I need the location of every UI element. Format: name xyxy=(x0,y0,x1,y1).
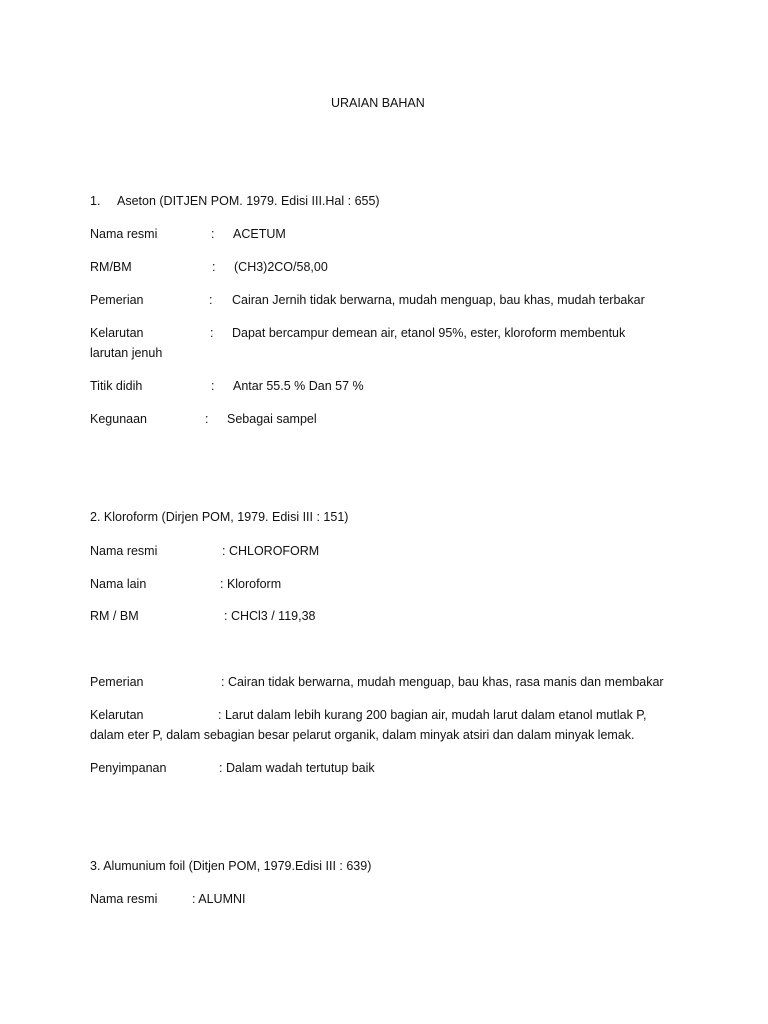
section-1-number: 1. xyxy=(90,194,101,208)
s1-nama-resmi-label: Nama resmi xyxy=(90,227,158,241)
s1-pemerian-value: Cairan Jernih tidak berwarna, mudah menguap, bau khas, mudah terbakar xyxy=(232,293,645,307)
s1-pemerian-label: Pemerian xyxy=(90,293,144,307)
page-title: URAIAN BAHAN xyxy=(331,96,425,110)
s2-nama-lain-label: Nama lain xyxy=(90,577,147,591)
s2-kelarutan-value: : Larut dalam lebih kurang 200 bagian air, mudah larut dalam etanol mutlak P, xyxy=(218,708,647,722)
section-2-heading: 2. Kloroform (Dirjen POM, 1979. Edisi III : 151) xyxy=(90,510,349,524)
s2-rmbm-value: : CHCl3 / 119,38 xyxy=(224,609,316,623)
s2-kelarutan-continuation: dalam eter P, dalam sebagian besar pelarut organik, dalam minyak atsiri dan dalam minyak lemak. xyxy=(90,728,635,742)
s2-nama-lain-value: : Kloroform xyxy=(220,577,282,591)
section-3-heading: 3. Alumunium foil (Ditjen POM, 1979.Edisi III : 639) xyxy=(90,859,372,873)
s1-kegunaan-colon: : xyxy=(205,412,209,426)
s1-nama-resmi-colon: : xyxy=(211,227,215,241)
s1-rmbm-value: (CH3)2CO/58,00 xyxy=(234,260,328,274)
s2-kelarutan-label: Kelarutan xyxy=(90,708,144,722)
s1-pemerian-colon: : xyxy=(209,293,213,307)
s2-penyimpanan-value: : Dalam wadah tertutup baik xyxy=(219,761,375,775)
s3-nama-resmi-label: Nama resmi xyxy=(90,892,158,906)
s1-titik-didih-value: Antar 55.5 % Dan 57 % xyxy=(233,379,364,393)
s2-nama-resmi-value: : CHLOROFORM xyxy=(222,544,320,558)
s1-rmbm-label: RM/BM xyxy=(90,260,132,274)
s1-kelarutan-colon: : xyxy=(210,326,214,340)
s1-rmbm-colon: : xyxy=(212,260,216,274)
s1-titik-didih-colon: : xyxy=(211,379,215,393)
s2-nama-resmi-label: Nama resmi xyxy=(90,544,158,558)
s1-kelarutan-continuation: larutan jenuh xyxy=(90,346,163,360)
s1-nama-resmi-value: ACETUM xyxy=(233,227,286,241)
s1-kegunaan-value: Sebagai sampel xyxy=(227,412,317,426)
s2-pemerian-value: : Cairan tidak berwarna, mudah menguap, bau khas, rasa manis dan membakar xyxy=(221,675,664,689)
s1-kegunaan-label: Kegunaan xyxy=(90,412,148,426)
s1-kelarutan-value: Dapat bercampur demean air, etanol 95%, ester, kloroform membentuk xyxy=(232,326,626,340)
s2-penyimpanan-label: Penyimpanan xyxy=(90,761,167,775)
s1-titik-didih-label: Titik didih xyxy=(90,379,143,393)
s2-rmbm-label: RM / BM xyxy=(90,609,139,623)
s3-nama-resmi-value: : ALUMNI xyxy=(192,892,246,906)
s2-pemerian-label: Pemerian xyxy=(90,675,144,689)
s1-kelarutan-label: Kelarutan xyxy=(90,326,144,340)
section-1-heading: Aseton (DITJEN POM. 1979. Edisi III.Hal : 655) xyxy=(117,194,380,208)
